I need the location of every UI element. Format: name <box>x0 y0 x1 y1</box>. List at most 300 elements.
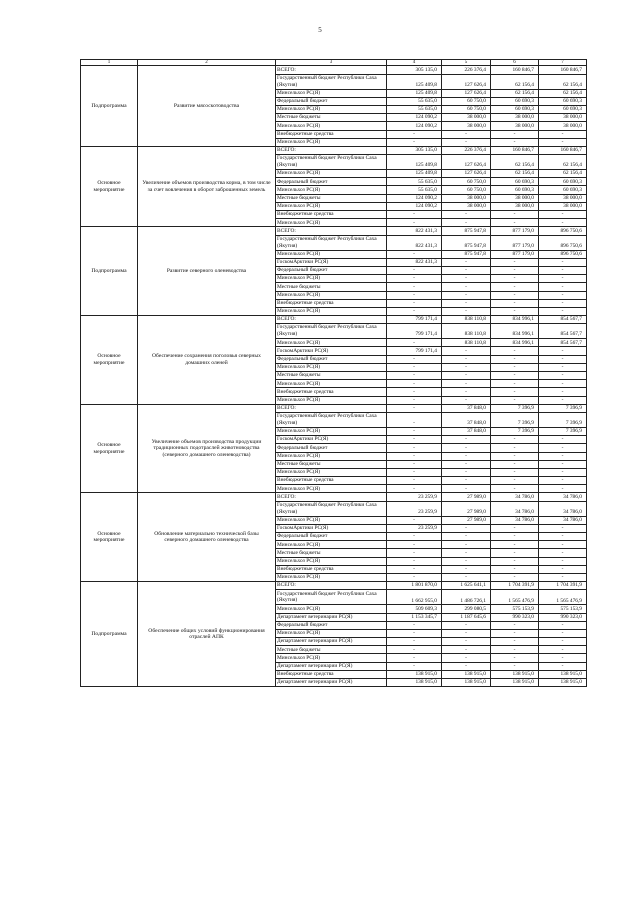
funding-source-label: Местные бюджеты <box>276 646 387 654</box>
funding-source-label: Федеральный бюджет <box>276 178 387 186</box>
amount-cell: - <box>442 533 491 541</box>
amount-cell: - <box>539 444 587 452</box>
amount-cell: 1 153 345,7 <box>387 613 442 621</box>
amount-cell: - <box>442 396 491 404</box>
funding-source-label: ВСЕГО: <box>276 316 387 324</box>
amount-cell: - <box>442 444 491 452</box>
funding-source-label: Внебюджетные средства <box>276 388 387 396</box>
funding-source-label: Минсельхоз РС(Я) <box>276 219 387 227</box>
amount-cell: - <box>387 646 442 654</box>
funding-source-label: ВСЕГО: <box>276 66 387 74</box>
amount-cell: 37 848,0 <box>442 404 491 412</box>
funding-source-label: Внебюджетные средства <box>276 211 387 219</box>
funding-source-label: ВСЕГО: <box>276 146 387 154</box>
amount-cell: 55 635,0 <box>387 105 442 113</box>
amount-cell: - <box>387 557 442 565</box>
amount-cell: - <box>491 355 539 363</box>
amount-cell: 138 915,0 <box>491 679 539 687</box>
funding-source-label: Местные бюджеты <box>276 549 387 557</box>
amount-cell: - <box>387 460 442 468</box>
amount-cell: - <box>442 372 491 380</box>
amount-cell: - <box>539 485 587 493</box>
amount-cell: 34 786,0 <box>539 501 587 516</box>
amount-cell: - <box>442 355 491 363</box>
section-title: Развитие мясоскотоводства <box>138 66 276 147</box>
amount-cell: 1 662 955,0 <box>387 590 442 605</box>
section-title: Развитие северного оленеводства <box>138 227 276 316</box>
amount-cell: 127 626,4 <box>442 170 491 178</box>
funding-source-label: Государственный бюджет Республики Саха (Якутия) <box>276 74 387 89</box>
amount-cell: - <box>387 291 442 299</box>
amount-cell: - <box>491 477 539 485</box>
amount-cell: - <box>539 436 587 444</box>
amount-cell: - <box>539 211 587 219</box>
amount-cell: - <box>491 347 539 355</box>
amount-cell: - <box>442 307 491 315</box>
amount-cell: - <box>491 138 539 146</box>
amount-cell: - <box>491 524 539 532</box>
amount-cell: 7 396,9 <box>491 412 539 427</box>
amount-cell: - <box>539 565 587 573</box>
amount-cell: - <box>491 266 539 274</box>
amount-cell: - <box>491 436 539 444</box>
amount-cell: - <box>539 266 587 274</box>
amount-cell: - <box>387 477 442 485</box>
funding-source-label: Минсельхоз РС(Я) <box>276 89 387 97</box>
amount-cell: 38 000,0 <box>442 202 491 210</box>
amount-cell: - <box>442 258 491 266</box>
amount-cell: - <box>442 549 491 557</box>
amount-cell: - <box>387 662 442 670</box>
amount-cell: 834 996,1 <box>491 339 539 347</box>
amount-cell: - <box>387 427 442 435</box>
amount-cell: 125 409,8 <box>387 155 442 170</box>
amount-cell: 138 915,0 <box>539 670 587 678</box>
amount-cell: - <box>539 557 587 565</box>
amount-cell: 62 156,4 <box>539 74 587 89</box>
budget-table <box>80 59 587 687</box>
amount-cell: 27 989,0 <box>442 501 491 516</box>
amount-cell: 124 090,2 <box>387 202 442 210</box>
amount-cell: 160 846,7 <box>491 66 539 74</box>
table-row <box>81 316 587 324</box>
amount-cell: - <box>539 468 587 476</box>
amount-cell: 23 259,9 <box>387 501 442 516</box>
amount-cell: - <box>442 460 491 468</box>
funding-source-label: Минсельхоз РС(Я) <box>276 557 387 565</box>
amount-cell: - <box>442 638 491 646</box>
funding-source-label: Местные бюджеты <box>276 114 387 122</box>
amount-cell: 138 915,0 <box>539 679 587 687</box>
funding-source-label: Минсельхоз РС(Я) <box>276 202 387 210</box>
amount-cell: - <box>442 629 491 637</box>
section-title: Обеспечение общих условий функционирования отраслей АПК <box>138 582 276 687</box>
amount-cell: 55 635,0 <box>387 178 442 186</box>
amount-cell: 299 080,5 <box>442 605 491 613</box>
amount-cell: - <box>442 138 491 146</box>
amount-cell: 896 750,6 <box>539 227 587 235</box>
amount-cell: 60 690,3 <box>539 105 587 113</box>
funding-source-label: Государственный бюджет Республики Саха (Якутия) <box>276 412 387 427</box>
amount-cell: 7 396,9 <box>539 412 587 427</box>
amount-cell: 7 396,9 <box>539 427 587 435</box>
amount-cell: 34 786,0 <box>539 516 587 524</box>
table-row <box>81 582 587 590</box>
amount-cell: - <box>539 380 587 388</box>
header-cell: 7 <box>539 60 587 66</box>
amount-cell: - <box>387 468 442 476</box>
amount-cell: - <box>387 355 442 363</box>
funding-source-label: Внебюджетные средства <box>276 670 387 678</box>
amount-cell: 875 947,8 <box>442 235 491 250</box>
amount-cell: - <box>442 662 491 670</box>
funding-source-label: Местные бюджеты <box>276 283 387 291</box>
amount-cell: - <box>491 275 539 283</box>
funding-source-label: Департамент ветеринарии РС(Я) <box>276 613 387 621</box>
amount-cell: 38 000,0 <box>539 202 587 210</box>
table-row <box>81 404 587 412</box>
amount-cell: 38 000,0 <box>442 114 491 122</box>
amount-cell: - <box>491 258 539 266</box>
amount-cell: - <box>387 380 442 388</box>
amount-cell: - <box>539 291 587 299</box>
amount-cell: - <box>539 477 587 485</box>
amount-cell: - <box>539 388 587 396</box>
amount-cell: 34 786,0 <box>491 501 539 516</box>
amount-cell: - <box>442 524 491 532</box>
funding-source-label: Федеральный бюджет <box>276 355 387 363</box>
amount-cell: - <box>491 629 539 637</box>
funding-source-label: Минсельхоз РС(Я) <box>276 307 387 315</box>
funding-source-label: Государственный бюджет Республики Саха (Якутия) <box>276 324 387 339</box>
funding-source-label: Государственный бюджет Республики Саха (Якутия) <box>276 155 387 170</box>
funding-source-label: Минсельхоз РС(Я) <box>276 186 387 194</box>
funding-source-label: Федеральный бюджет <box>276 266 387 274</box>
section-type: Подпрограмма <box>81 66 138 147</box>
amount-cell: - <box>387 363 442 371</box>
amount-cell: - <box>387 444 442 452</box>
funding-source-label: Минсельхоз РС(Я) <box>276 275 387 283</box>
amount-cell: 875 947,8 <box>442 227 491 235</box>
amount-cell: - <box>539 372 587 380</box>
section-type: Подпрограмма <box>81 582 138 687</box>
amount-cell: 38 000,0 <box>442 122 491 130</box>
amount-cell: 60 690,3 <box>539 186 587 194</box>
amount-cell: 509 609,3 <box>387 605 442 613</box>
amount-cell: - <box>387 299 442 307</box>
amount-cell: - <box>539 258 587 266</box>
amount-cell: - <box>387 452 442 460</box>
amount-cell: - <box>387 339 442 347</box>
funding-source-label: Внебюджетные средства <box>276 565 387 573</box>
funding-source-label: Государственный бюджет Республики Саха (Якутия) <box>276 501 387 516</box>
section-title: Увеличение объемов производства корма, в том числе за счет вовлечения в оборот заброшенных земель <box>138 146 276 227</box>
amount-cell: 62 156,4 <box>539 89 587 97</box>
table-row <box>81 493 587 501</box>
amount-cell: - <box>491 468 539 476</box>
funding-source-label: Местные бюджеты <box>276 460 387 468</box>
funding-source-label: ВСЕГО: <box>276 227 387 235</box>
amount-cell: - <box>387 621 442 629</box>
amount-cell: - <box>491 219 539 227</box>
amount-cell: 160 846,7 <box>539 66 587 74</box>
amount-cell: 838 110,8 <box>442 339 491 347</box>
amount-cell: - <box>491 654 539 662</box>
amount-cell: 60 750,0 <box>442 178 491 186</box>
amount-cell: 62 156,4 <box>539 170 587 178</box>
amount-cell: 38 000,0 <box>539 122 587 130</box>
amount-cell: - <box>491 549 539 557</box>
amount-cell: 38 000,0 <box>491 114 539 122</box>
amount-cell: - <box>387 219 442 227</box>
amount-cell: - <box>442 363 491 371</box>
section-type: Основное мероприятие <box>81 493 138 582</box>
section-title: Увеличение объемов производства продукции традиционных подотраслей животноводства (северного домашнего оленеводства) <box>138 404 276 493</box>
amount-cell: - <box>387 436 442 444</box>
amount-cell: 138 915,0 <box>491 670 539 678</box>
amount-cell: - <box>442 621 491 629</box>
funding-source-label: Минсельхоз РС(Я) <box>276 541 387 549</box>
amount-cell: 38 000,0 <box>491 122 539 130</box>
section-type: Основное мероприятие <box>81 146 138 227</box>
amount-cell: - <box>539 638 587 646</box>
amount-cell: - <box>442 388 491 396</box>
amount-cell: 854 567,7 <box>539 316 587 324</box>
amount-cell: - <box>539 396 587 404</box>
amount-cell: - <box>387 372 442 380</box>
funding-source-label: Минсельхоз РС(Я) <box>276 396 387 404</box>
amount-cell: - <box>387 573 442 581</box>
amount-cell: - <box>491 211 539 219</box>
amount-cell: - <box>491 557 539 565</box>
amount-cell: - <box>491 460 539 468</box>
amount-cell: 38 000,0 <box>491 202 539 210</box>
amount-cell: 37 848,0 <box>442 412 491 427</box>
amount-cell: 62 156,4 <box>491 74 539 89</box>
funding-source-label: ГоскомАрктики РС(Я) <box>276 524 387 532</box>
funding-source-label: Государственный бюджет Республики Саха (Якутия) <box>276 590 387 605</box>
amount-cell: - <box>491 638 539 646</box>
amount-cell: 138 915,0 <box>387 670 442 678</box>
funding-source-label: Федеральный бюджет <box>276 621 387 629</box>
amount-cell: - <box>491 485 539 493</box>
amount-cell: 1 704 391,9 <box>539 582 587 590</box>
amount-cell: - <box>491 662 539 670</box>
amount-cell: - <box>442 541 491 549</box>
amount-cell: - <box>491 299 539 307</box>
page-number: 5 <box>318 26 322 34</box>
amount-cell: 7 396,9 <box>491 404 539 412</box>
amount-cell: 60 750,0 <box>442 186 491 194</box>
amount-cell: - <box>387 275 442 283</box>
funding-source-label: Департамент ветеринарии РС(Я) <box>276 679 387 687</box>
funding-source-label: Федеральный бюджет <box>276 97 387 105</box>
amount-cell: - <box>491 573 539 581</box>
amount-cell: - <box>539 621 587 629</box>
funding-source-label: Внебюджетные средства <box>276 299 387 307</box>
amount-cell: 834 996,1 <box>491 316 539 324</box>
amount-cell: 799 171,4 <box>387 347 442 355</box>
amount-cell: 305 135,0 <box>387 66 442 74</box>
amount-cell: - <box>387 266 442 274</box>
amount-cell: 138 915,0 <box>387 679 442 687</box>
amount-cell: - <box>491 452 539 460</box>
funding-source-label: Внебюджетные средства <box>276 477 387 485</box>
amount-cell: - <box>442 485 491 493</box>
funding-source-label: Минсельхоз РС(Я) <box>276 516 387 524</box>
amount-cell: - <box>442 380 491 388</box>
amount-cell: 822 431,3 <box>387 227 442 235</box>
amount-cell: 127 626,4 <box>442 74 491 89</box>
header-cell: 6 <box>491 60 539 66</box>
amount-cell: - <box>442 299 491 307</box>
amount-cell: 37 848,0 <box>442 427 491 435</box>
funding-source-label: Минсельхоз РС(Я) <box>276 170 387 178</box>
amount-cell: 838 110,8 <box>442 316 491 324</box>
amount-cell: - <box>491 621 539 629</box>
funding-source-label: Минсельхоз РС(Я) <box>276 122 387 130</box>
amount-cell: 60 690,3 <box>539 178 587 186</box>
amount-cell: 38 000,0 <box>539 194 587 202</box>
amount-cell: - <box>387 307 442 315</box>
header-cell: 3 <box>276 60 387 66</box>
funding-source-label: Федеральный бюджет <box>276 444 387 452</box>
amount-cell: 127 626,4 <box>442 155 491 170</box>
amount-cell: 60 690,3 <box>491 178 539 186</box>
amount-cell: 990 323,0 <box>491 613 539 621</box>
amount-cell: - <box>491 388 539 396</box>
amount-cell: - <box>539 662 587 670</box>
amount-cell: 877 179,0 <box>491 235 539 250</box>
amount-cell: 226 376,4 <box>442 66 491 74</box>
amount-cell: - <box>442 646 491 654</box>
table-row <box>81 227 587 235</box>
amount-cell: 160 846,7 <box>491 146 539 154</box>
amount-cell: 125 409,8 <box>387 74 442 89</box>
funding-source-label: Департамент ветеринарии РС(Я) <box>276 638 387 646</box>
funding-source-label: Минсельхоз РС(Я) <box>276 605 387 613</box>
amount-cell: 799 171,4 <box>387 324 442 339</box>
amount-cell: - <box>539 646 587 654</box>
amount-cell: - <box>491 396 539 404</box>
funding-source-label: ВСЕГО: <box>276 493 387 501</box>
funding-source-label: Федеральный бюджет <box>276 533 387 541</box>
amount-cell: 896 750,6 <box>539 235 587 250</box>
amount-cell: 34 786,0 <box>491 516 539 524</box>
amount-cell: 38 000,0 <box>539 114 587 122</box>
amount-cell: 62 156,4 <box>539 155 587 170</box>
amount-cell: - <box>539 283 587 291</box>
amount-cell: - <box>491 541 539 549</box>
amount-cell: 799 171,4 <box>387 316 442 324</box>
section-title: Обеспечение сохранения поголовья северных домашних оленей <box>138 316 276 405</box>
amount-cell: 1 801 870,0 <box>387 582 442 590</box>
amount-cell: - <box>539 524 587 532</box>
funding-source-label: Минсельхоз РС(Я) <box>276 654 387 662</box>
amount-cell: 124 090,2 <box>387 114 442 122</box>
amount-cell: 575 153,9 <box>539 605 587 613</box>
amount-cell: - <box>442 283 491 291</box>
header-cell: 2 <box>138 60 276 66</box>
funding-source-label: Минсельхоз РС(Я) <box>276 291 387 299</box>
amount-cell: 125 409,8 <box>387 89 442 97</box>
amount-cell: - <box>539 219 587 227</box>
amount-cell: - <box>539 533 587 541</box>
table-body <box>81 60 587 687</box>
amount-cell: - <box>387 412 442 427</box>
amount-cell: - <box>539 275 587 283</box>
amount-cell: 55 635,0 <box>387 97 442 105</box>
amount-cell: 27 989,0 <box>442 516 491 524</box>
amount-cell: 7 396,9 <box>491 427 539 435</box>
amount-cell: - <box>442 557 491 565</box>
amount-cell: 62 156,4 <box>491 89 539 97</box>
amount-cell: 34 786,0 <box>491 493 539 501</box>
amount-cell: - <box>539 307 587 315</box>
amount-cell: - <box>539 549 587 557</box>
amount-cell: - <box>539 654 587 662</box>
amount-cell: - <box>387 629 442 637</box>
amount-cell: - <box>491 646 539 654</box>
amount-cell: - <box>442 130 491 138</box>
amount-cell: 62 156,4 <box>491 170 539 178</box>
amount-cell: 305 135,0 <box>387 146 442 154</box>
funding-source-label: Местные бюджеты <box>276 194 387 202</box>
amount-cell: - <box>387 654 442 662</box>
amount-cell: 138 915,0 <box>442 670 491 678</box>
amount-cell: 877 179,0 <box>491 250 539 258</box>
section-type: Основное мероприятие <box>81 404 138 493</box>
funding-source-label: Минсельхоз РС(Я) <box>276 105 387 113</box>
funding-source-label: Местные бюджеты <box>276 372 387 380</box>
amount-cell: - <box>491 363 539 371</box>
amount-cell: - <box>387 388 442 396</box>
amount-cell: - <box>387 283 442 291</box>
amount-cell: - <box>539 629 587 637</box>
amount-cell: 1 625 641,1 <box>442 582 491 590</box>
funding-source-label: ВСЕГО: <box>276 404 387 412</box>
amount-cell: 124 090,2 <box>387 122 442 130</box>
header-cell: 1 <box>81 60 138 66</box>
amount-cell: - <box>491 533 539 541</box>
amount-cell: 38 000,0 <box>442 194 491 202</box>
amount-cell: - <box>491 291 539 299</box>
funding-source-label: Минсельхоз РС(Я) <box>276 138 387 146</box>
amount-cell: - <box>442 468 491 476</box>
amount-cell: - <box>442 275 491 283</box>
funding-source-label: Минсельхоз РС(Я) <box>276 339 387 347</box>
amount-cell: 834 996,1 <box>491 324 539 339</box>
section-type: Основное мероприятие <box>81 316 138 405</box>
funding-source-label: Внебюджетные средства <box>276 130 387 138</box>
amount-cell: - <box>539 541 587 549</box>
amount-cell: - <box>539 130 587 138</box>
amount-cell: - <box>387 138 442 146</box>
funding-source-label: ГоскомАрктики РС(Я) <box>276 436 387 444</box>
funding-source-label: Государственный бюджет Республики Саха (Якутия) <box>276 235 387 250</box>
amount-cell: - <box>387 533 442 541</box>
amount-cell: 854 567,7 <box>539 324 587 339</box>
amount-cell: - <box>387 485 442 493</box>
funding-source-label: Минсельхоз РС(Я) <box>276 250 387 258</box>
amount-cell: 60 690,3 <box>491 186 539 194</box>
table-row <box>81 146 587 154</box>
amount-cell: - <box>442 291 491 299</box>
amount-cell: - <box>387 404 442 412</box>
amount-cell: 125 409,8 <box>387 170 442 178</box>
amount-cell: - <box>387 638 442 646</box>
amount-cell: 138 915,0 <box>442 679 491 687</box>
